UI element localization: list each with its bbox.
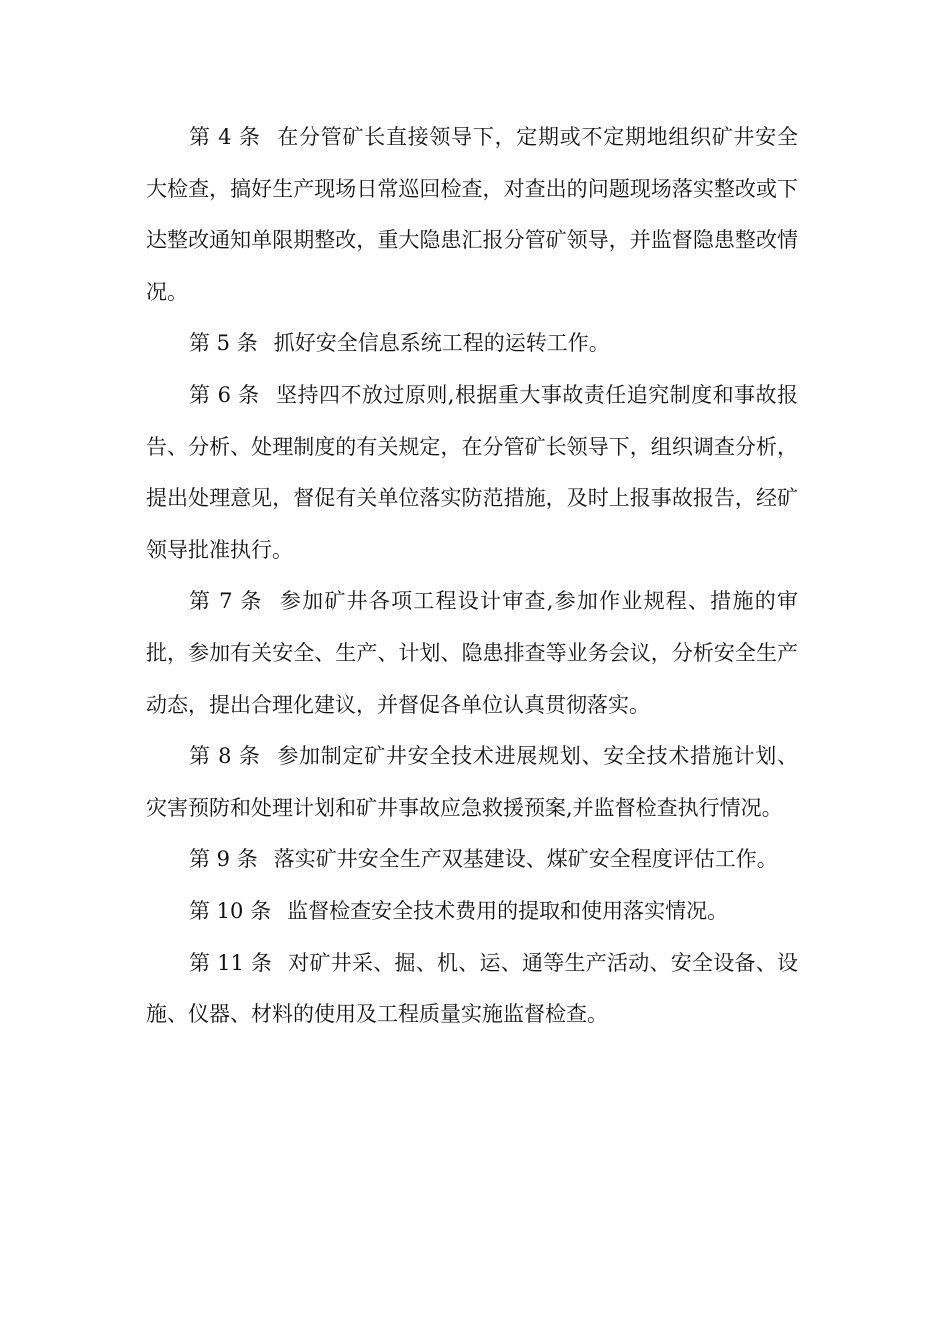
article-text: 在分管矿长直接领导下，定期或不定期地组织矿井安全大检查，搞好生产现场日常巡回检查，对查出的问题现场落实整改或下达整改通知单限期整改，重大隐患汇报分管矿领导，并监督隐患整改情况。 — [146, 125, 798, 304]
article-number: 第 6 条 — [189, 382, 260, 407]
article-number: 第 5 条 — [189, 331, 258, 356]
article-4 — [146, 112, 798, 318]
article-text: 落实矿井安全生产双基建设、煤矿安全程度评估工作。 — [273, 847, 778, 872]
article-10 — [146, 886, 798, 938]
article-11 — [146, 938, 798, 1041]
article-text: 参加矿井各项工程设计审查,参加作业规程、措施的审批，参加有关安全、生产、计划、隐患排查等业务会议，分析安全生产动态，提出合理化建议，并督促各单位认真贯彻落实。 — [146, 589, 798, 717]
article-number: 第 10 条 — [189, 898, 272, 923]
article-text: 坚持四不放过原则,根据重大事故责任追究制度和事故报告、分析、处理制度的有关规定，在分管矿长领导下，组织调查分析，提出处理意见，督促有关单位落实防范措施，及时上报事故报告，经矿领导批准执行。 — [146, 382, 798, 562]
article-text: 抓好安全信息系统工程的运转工作。 — [273, 331, 610, 356]
article-6 — [146, 370, 798, 576]
article-8 — [146, 731, 798, 834]
article-number: 第 11 条 — [189, 950, 273, 975]
article-text: 监督检查安全技术费用的提取和使用落实情况。 — [287, 898, 729, 923]
article-text: 对矿井采、掘、机、运、通等生产活动、安全设备、设施、仪器、材料的使用及工程质量实施监督检查。 — [146, 950, 798, 1027]
article-9 — [146, 834, 798, 886]
article-number: 第 4 条 — [189, 125, 261, 149]
article-number: 第 9 条 — [189, 847, 258, 872]
article-number: 第 7 条 — [189, 589, 263, 614]
article-5 — [146, 318, 798, 370]
document-body — [146, 112, 798, 1041]
article-7 — [146, 576, 798, 731]
article-text: 参加制定矿井安全技术进展规划、安全技术措施计划、灾害预防和处理计划和矿井事故应急救援预案,并监督检查执行情况。 — [146, 744, 798, 820]
article-number: 第 8 条 — [189, 744, 261, 769]
